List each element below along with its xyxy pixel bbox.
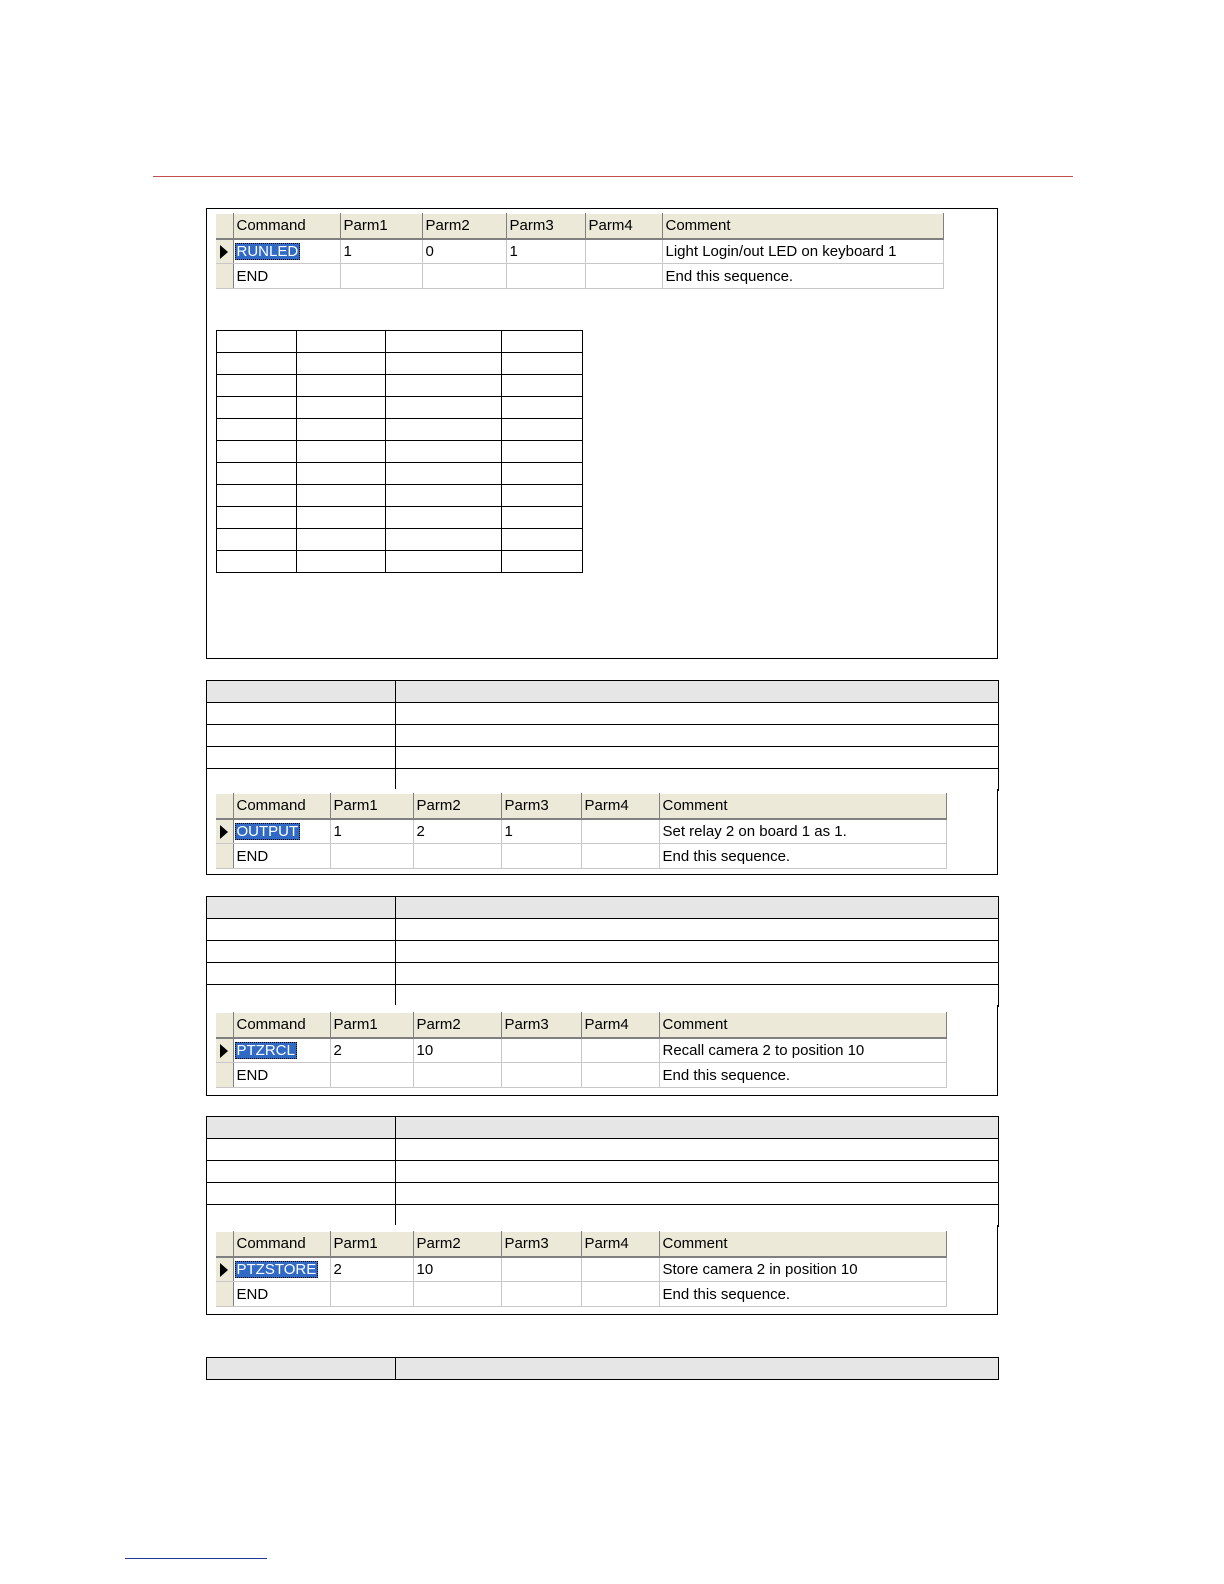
ptzstore-info-table xyxy=(206,1116,999,1227)
ptzrcl-info-table xyxy=(206,896,999,1007)
header-rule xyxy=(153,176,1073,177)
parm2-cell[interactable]: 0 xyxy=(422,239,506,264)
command-cell[interactable]: END xyxy=(233,1063,330,1088)
parm1-cell[interactable]: 2 xyxy=(330,1257,413,1282)
led-table xyxy=(216,330,583,573)
output-info-table xyxy=(206,680,999,791)
parm2-cell[interactable] xyxy=(422,264,506,289)
parm4-cell[interactable] xyxy=(585,239,662,264)
row-pointer-icon xyxy=(216,1257,233,1282)
parm2-cell[interactable] xyxy=(413,844,501,869)
table-row[interactable] xyxy=(216,1257,946,1282)
parm3-cell[interactable] xyxy=(501,1282,581,1307)
row-pointer-icon xyxy=(216,819,233,844)
comment-cell[interactable]: Light Login/out LED on keyboard 1 xyxy=(662,239,943,264)
corner-cell xyxy=(216,794,233,819)
comment-cell[interactable]: End this sequence. xyxy=(659,844,946,869)
row-selector xyxy=(216,1282,233,1307)
comment-cell[interactable]: Recall camera 2 to position 10 xyxy=(659,1038,946,1063)
col-command[interactable]: Command xyxy=(233,1013,330,1038)
parm3-cell[interactable] xyxy=(501,1038,581,1063)
parm2-cell[interactable]: 10 xyxy=(413,1257,501,1282)
command-cell[interactable]: END xyxy=(233,1282,330,1307)
parm2-cell[interactable]: 10 xyxy=(413,1038,501,1063)
command-cell[interactable]: END xyxy=(233,264,340,289)
parm3-cell[interactable]: 1 xyxy=(501,819,581,844)
comment-cell[interactable]: End this sequence. xyxy=(659,1282,946,1307)
command-cell[interactable]: END xyxy=(233,844,330,869)
comment-cell[interactable]: End this sequence. xyxy=(662,264,943,289)
col-parm3[interactable]: Parm3 xyxy=(506,214,585,239)
table-row[interactable] xyxy=(216,1063,946,1088)
table-row[interactable] xyxy=(216,1038,946,1063)
command-cell[interactable]: OUTPUT xyxy=(233,819,330,844)
parm3-cell[interactable] xyxy=(501,1257,581,1282)
col-command[interactable]: Command xyxy=(233,214,340,239)
footnote-rule xyxy=(125,1558,267,1559)
command-cell[interactable]: PTZRCL xyxy=(233,1038,330,1063)
col-comment[interactable]: Comment xyxy=(662,214,943,239)
output-grid xyxy=(216,793,947,869)
runled-section xyxy=(206,208,998,659)
ptzstore-grid xyxy=(216,1231,947,1307)
parm4-cell[interactable] xyxy=(581,1063,659,1088)
ptzrcl-example xyxy=(206,1005,998,1096)
row-selector xyxy=(216,844,233,869)
row-pointer-icon xyxy=(216,1038,233,1063)
command-cell[interactable]: RUNLED xyxy=(233,239,340,264)
col-parm4[interactable]: Parm4 xyxy=(581,794,659,819)
table-row[interactable] xyxy=(216,844,946,869)
parm1-cell[interactable]: 2 xyxy=(330,1038,413,1063)
col-comment[interactable]: Comment xyxy=(659,1232,946,1257)
col-parm4[interactable]: Parm4 xyxy=(581,1232,659,1257)
col-parm3[interactable]: Parm3 xyxy=(501,1232,581,1257)
corner-cell xyxy=(216,214,233,239)
parm4-cell[interactable] xyxy=(581,1257,659,1282)
next-info-table xyxy=(206,1357,999,1380)
col-parm2[interactable]: Parm2 xyxy=(413,1232,501,1257)
parm2-cell[interactable] xyxy=(413,1063,501,1088)
comment-cell[interactable]: Set relay 2 on board 1 as 1. xyxy=(659,819,946,844)
parm3-cell[interactable]: 1 xyxy=(506,239,585,264)
table-row[interactable] xyxy=(216,264,943,289)
col-parm1[interactable]: Parm1 xyxy=(330,1232,413,1257)
parm1-cell[interactable]: 1 xyxy=(340,239,422,264)
col-parm2[interactable]: Parm2 xyxy=(413,794,501,819)
parm3-cell[interactable] xyxy=(501,1063,581,1088)
corner-cell xyxy=(216,1013,233,1038)
command-cell[interactable]: PTZSTORE xyxy=(233,1257,330,1282)
comment-cell[interactable]: Store camera 2 in position 10 xyxy=(659,1257,946,1282)
col-parm4[interactable]: Parm4 xyxy=(581,1013,659,1038)
col-command[interactable]: Command xyxy=(233,794,330,819)
col-parm2[interactable]: Parm2 xyxy=(413,1013,501,1038)
parm4-cell[interactable] xyxy=(581,1282,659,1307)
parm2-cell[interactable]: 2 xyxy=(413,819,501,844)
parm4-cell[interactable] xyxy=(581,819,659,844)
parm1-cell[interactable] xyxy=(330,844,413,869)
parm3-cell[interactable] xyxy=(501,844,581,869)
table-row[interactable] xyxy=(216,1282,946,1307)
row-pointer-icon xyxy=(216,239,233,264)
row-selector xyxy=(216,1063,233,1088)
parm1-cell[interactable]: 1 xyxy=(330,819,413,844)
col-command[interactable]: Command xyxy=(233,1232,330,1257)
row-selector xyxy=(216,264,233,289)
runled-grid xyxy=(216,213,944,289)
parm4-cell[interactable] xyxy=(581,1038,659,1063)
col-comment[interactable]: Comment xyxy=(659,794,946,819)
parm3-cell[interactable] xyxy=(506,264,585,289)
corner-cell xyxy=(216,1232,233,1257)
col-parm3[interactable]: Parm3 xyxy=(501,794,581,819)
ptzstore-example xyxy=(206,1225,998,1315)
parm1-cell[interactable] xyxy=(330,1063,413,1088)
output-example xyxy=(206,789,998,875)
parm4-cell[interactable] xyxy=(585,264,662,289)
parm2-cell[interactable] xyxy=(413,1282,501,1307)
parm4-cell[interactable] xyxy=(581,844,659,869)
col-parm4[interactable]: Parm4 xyxy=(585,214,662,239)
col-parm3[interactable]: Parm3 xyxy=(501,1013,581,1038)
ptzrcl-grid xyxy=(216,1012,947,1088)
table-row[interactable] xyxy=(216,819,946,844)
parm1-cell[interactable] xyxy=(340,264,422,289)
comment-cell[interactable]: End this sequence. xyxy=(659,1063,946,1088)
col-parm1[interactable]: Parm1 xyxy=(330,794,413,819)
col-parm1[interactable]: Parm1 xyxy=(330,1013,413,1038)
col-parm1[interactable]: Parm1 xyxy=(340,214,422,239)
table-row[interactable] xyxy=(216,239,943,264)
col-comment[interactable]: Comment xyxy=(659,1013,946,1038)
parm1-cell[interactable] xyxy=(330,1282,413,1307)
col-parm2[interactable]: Parm2 xyxy=(422,214,506,239)
